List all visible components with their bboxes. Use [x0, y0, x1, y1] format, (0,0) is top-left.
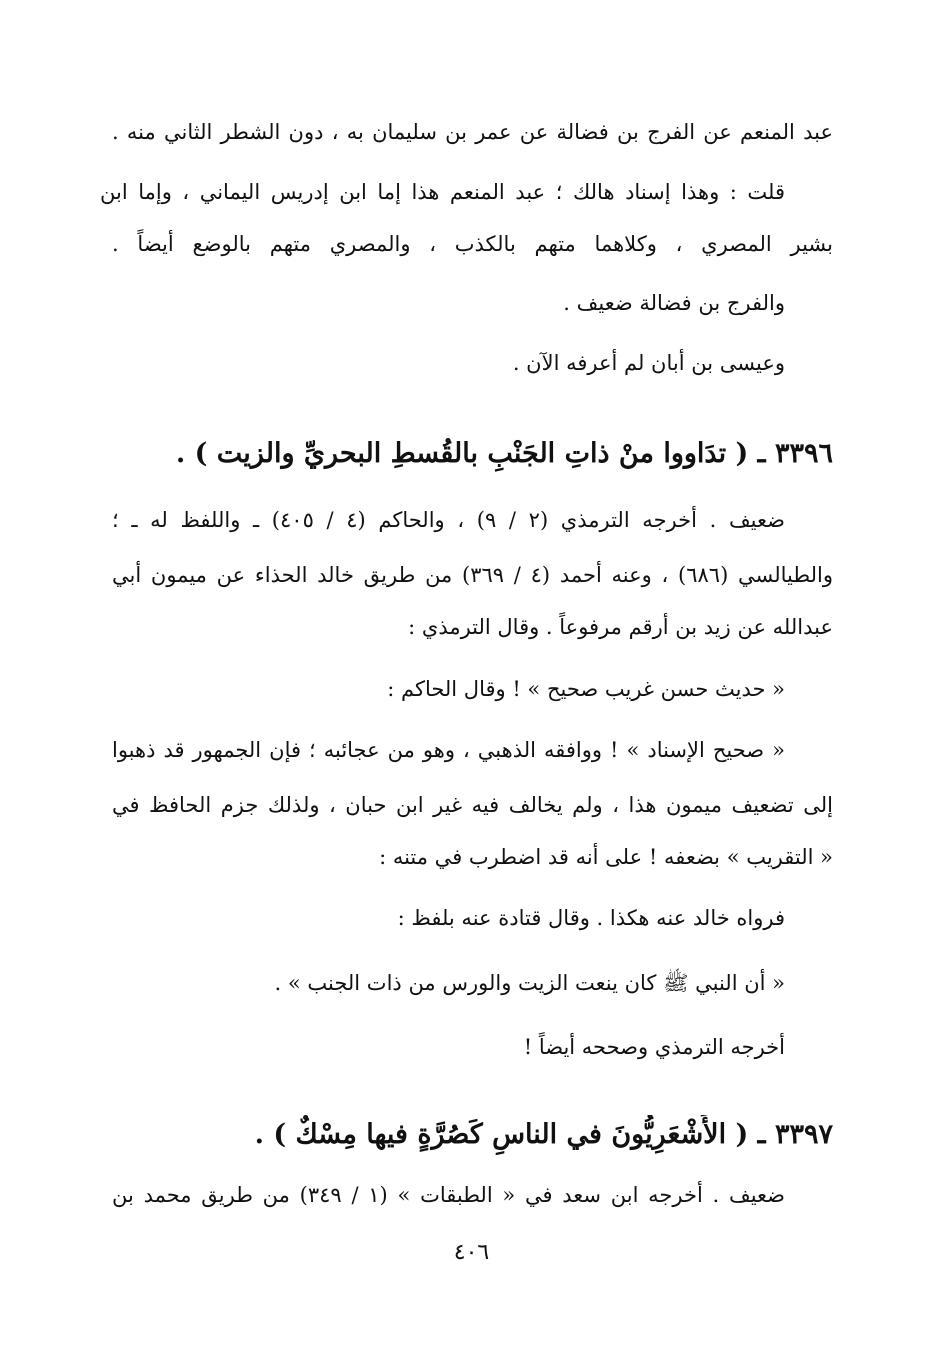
- text-line: « صحيح الإسناد » ! ووافقه الذهبي ، وهو من عجائبه ؛ فإن الجمهور قد ذهبوا: [112, 738, 785, 762]
- text-line: عبد المنعم عن الفرج بن فضالة عن عمر بن سليمان به ، دون الشطر الثاني منه .: [112, 120, 833, 144]
- text-line: والطيالسي (٦٨٦) ، وعنه أحمد (٤ / ٣٦٩) من طريق خالد الحذاء عن ميمون أبي: [112, 563, 833, 587]
- text-line: ضعيف . أخرجه الترمذي (٢ / ٩) ، والحاكم (٤ / ٤٠٥) ـ واللفظ له ـ ؛: [112, 508, 785, 532]
- text-line: « حديث حسن غريب صحيح » ! وقال الحاكم :: [387, 677, 785, 701]
- text-line: « التقريب » بضعفه ! على أنه قد اضطرب في متنه :: [379, 845, 833, 869]
- text-line: بشير المصري ، وكلاهما متهم بالكذب ، والمصري متهم بالوضع أيضاً .: [112, 232, 833, 256]
- page-number: ٤٠٦: [453, 1240, 490, 1265]
- text-line: « أن النبي ﷺ كان ينعت الزيت والورس من ذات الجنب » .: [274, 971, 785, 995]
- hadith-heading: ٣٣٩٧ ـ ( الأَشْعَرِيُّونَ في الناسِ كَصُرَّةٍ فيها مِسْكٌ ) .: [254, 1119, 833, 1150]
- text-line: والفرج بن فضالة ضعيف .: [563, 291, 785, 315]
- text-line: عبدالله عن زيد بن أرقم مرفوعاً . وقال الترمذي :: [408, 615, 833, 639]
- text-line: أخرجه الترمذي وصححه أيضاً !: [523, 1035, 785, 1059]
- text-line: ضعيف . أخرجه ابن سعد في « الطبقات » (١ / ٣٤٩) من طريق محمد بن: [112, 1183, 785, 1207]
- hadith-heading: ٣٣٩٦ ـ ( تدَاووا منْ ذاتِ الجَنْبِ بالقُسطِ البحريِّ والزيت ) .: [175, 438, 833, 469]
- text-line: وعيسى بن أبان لم أعرفه الآن .: [512, 351, 785, 375]
- text-line: فرواه خالد عنه هكذا . وقال قتادة عنه بلفظ :: [397, 906, 785, 930]
- text-line: قلت : وهذا إسناد هالك ؛ عبد المنعم هذا إما ابن إدريس اليماني ، وإما ابن: [100, 180, 785, 204]
- text-line: إلى تضعيف ميمون هذا ، ولم يخالف فيه غير ابن حبان ، ولذلك جزم الحافظ في: [112, 793, 833, 817]
